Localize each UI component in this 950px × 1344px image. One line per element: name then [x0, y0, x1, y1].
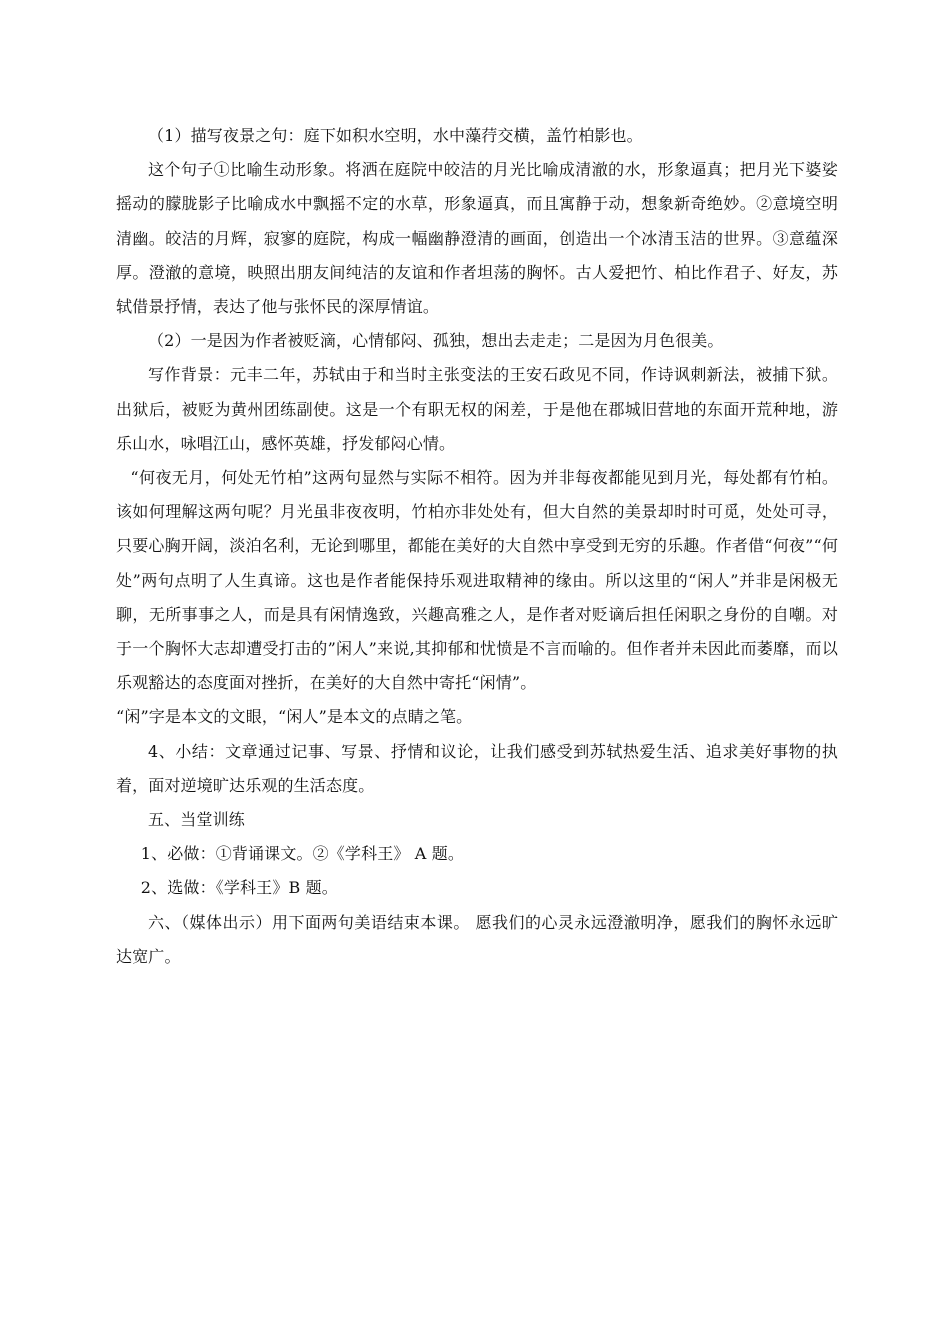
paragraph-summary: 4、小结：文章通过记事、写景、抒情和议论，让我们感受到苏轼热爱生活、追求美好事物的执着，面对逆境旷达乐观的生活态度。 [116, 741, 838, 795]
section-heading-class-practice: 五、当堂训练 [148, 810, 245, 830]
list-item-optional-task: 2、选做：《学科王》B 题。 [140, 878, 338, 898]
paragraph-writing-background: 写作背景：元丰二年，苏轼由于和当时主张变法的王安石政见不同，作诗讽刺新法，被捕下狱。出狱后，被贬为黄州团练副使。这是一个有职无权的闲差，于是他在郡城旧营地的东面开荒种地，游乐山水，咏唱江山，感怀英雄，抒发郁闷心情。 [116, 365, 838, 453]
paragraph-closing: 六、（媒体出示）用下面两句美语结束本课。 愿我们的心灵永远澄澈明净，愿我们的胸怀永远旷达宽广。 [116, 912, 838, 966]
paragraph-reason: （2）一是因为作者被贬滴，心情郁闷、孤独，想出去走走；二是因为月色很美。 [148, 331, 724, 351]
paragraph-bamboo-cypress-discussion: “何夜无月，何处无竹柏”这两句显然与实际不相符。因为并非每夜都能见到月光，每处都有竹柏。该如何理解这两句呢？月光虽非夜夜明，竹柏亦非处处有，但大自然的美景却时时可觅，处处可寻，只要心胸开阔，淡泊名利，无论到哪里，都能在美好的大自然中享受到无穷的乐趣。作者借“何夜”“何处”两句点明了人生真谛。这也是作者能保持乐观进取精神的缘由。所以这里的“闲人”并非是闲极无聊，无所事事之人，而是具有闲情逸致，兴趣高雅之人，是作者对贬谪后担任闲职之身份的自嘲。对于一个胸怀大志却遭受打击的”闲人”来说,其抑郁和忧愤是不言而喻的。但作者并未因此而萎靡，而以乐观豁达的态度面对挫折，在美好的大自然中寄托“闲情”。 [116, 468, 838, 693]
paragraph-key-word: “闲”字是本文的文眼，“闲人”是本文的点睛之笔。 [116, 707, 473, 727]
list-item-required-task: 1、必做：①背诵课文。②《学科王》 A 题。 [140, 844, 465, 864]
document-body [116, 119, 838, 974]
paragraph-metaphor-analysis: 这个句子①比喻生动形象。将洒在庭院中皎洁的月光比喻成清澈的水，形象逼真；把月光下婆娑摇动的朦胧影子比喻成水中飘摇不定的水草，形象逼真，而且寓静于动，想象新奇绝妙。②意境空明清幽。皎洁的月辉，寂寥的庭院，构成一幅幽静澄清的画面，创造出一个冰清玉洁的世界。③意蕴深厚。澄澈的意境，映照出朋友间纯洁的友谊和作者坦荡的胸怀。古人爱把竹、柏比作君子、好友，苏轼借景抒情，表达了他与张怀民的深厚情谊。 [116, 160, 838, 317]
paragraph-night-scene-sentence: （1）描写夜景之句：庭下如积水空明，水中藻荇交横，盖竹柏影也。 [148, 126, 643, 145]
